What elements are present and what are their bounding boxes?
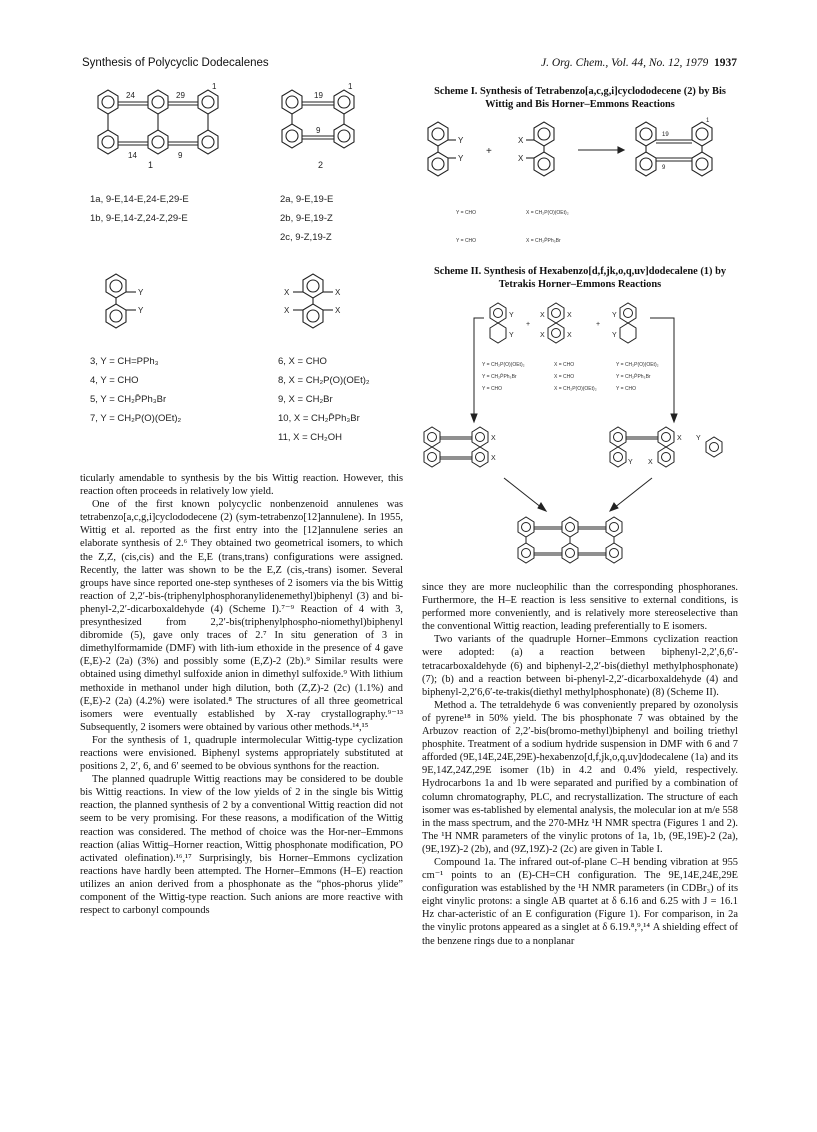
list-item: 6, X = CHO <box>278 356 327 367</box>
page-number: 1937 <box>714 57 737 69</box>
paragraph: Compound 1a. The infrared out-of-plane C–H bending vibration at 955 cm⁻¹ points to an (E)-CH=CH configuration. The 9E,14E,24E,29E configuration was established by the ¹H NMR parameters (in CDBr₃) of its eight vinylic protons: a single AB quartet at δ 6.16 and 6.25 with J = 16.1 Hz char-acteristic of an E configuration (Figure 1). For comparison, in 2a the vinylic protons appeared as a singlet at δ 6.19.⁸,⁹,¹⁴ A shielding effect of the benzene rings due to a nonplanar <box>422 856 738 947</box>
list-item: 3, Y = CH=PPh₃ <box>90 356 159 367</box>
pos-label-19: 19 <box>314 91 323 100</box>
subst-x: X <box>540 312 545 319</box>
compound-2-label: 2 <box>318 160 324 170</box>
subst-x: X <box>491 455 496 462</box>
list-item: 7, Y = CH₂P(O)(OEt)₂ <box>90 413 182 424</box>
list-item: 11, X = CH₂OH <box>278 432 342 443</box>
paragraph: Two variants of the quadruple Horner–Emmons cyclization reaction were adopted: (a) a reaction between biphenyl-2,2′,6,6′-tetracarboxaldehyde (6) and biphenyl-2,2′-bis(diethyl methylphosphonate) (7); (b) and a reaction between bi-phenyl-2,2′-dicarboxaldehyde (4) and biphenyl-2,2′6,6′-te-trakis(diethyl methylphosphonate) (8) (Scheme II). <box>422 634 738 698</box>
subst-y: Y <box>612 332 617 339</box>
subst-y: Y <box>509 312 514 319</box>
subst-y: Y <box>612 312 617 319</box>
list-item: 5, Y = CH₂P̄Ph₃Br <box>90 394 167 405</box>
compound-1-structure <box>84 82 234 174</box>
paragraph: One of the first known polycyclic nonbenzenoid annulenes was tetrabenzo[a,c,g,i]cyclododecene (2) (sym-tetrabenzo[12]annulene). In 1955, Wittig et al. reported as the first entry into the [12]annulene series an elaborate synthesis of 2.⁶ They obtained two geometrical isomers, to which the Z,Z, (cis,cis) and the E,E (trans,trans) configurations were assigned. Recently, the latter was shown to be the E,Z (cis,-trans) isomer. Several groups have since reported one-step syntheses of 2 isomers via the bis Wittig reaction of 2,2′-bis-(triphenylphosphoranylidenemethyl)biphenyl (3) and bi-phenyl-2,2′-dicarboxaldehyde (4) (Scheme I).⁷⁻⁹ Reaction of 4 with 3, presynthesized from 2,2′-bis(triphenylphospho-niomethyl)biphenyl dibromide (5), gave only traces of 2.⁷ In situ generation of 3 in dimethylformamide (DMF) with lith-ium ethoxide in the presence of 4 gave (E,E)-2 (2a) (3%) and possibly some (E,Z)-2 (2b).⁹ Similar results were obtained using dimethyl sulfoxide anion in dimethyl sulfoxide.⁹ With lithium methoxide in methanol under high dilution, both (Z,Z)-2 (2c) (1.1%) and (E,E)-2 (2a) (4.2%) were isolated.⁸ The structures of all three geometrical isomers were eventually established by X-ray crystallography.⁹⁻¹³ Subsequently, 2 isomers were obtained by various other methods.¹⁴,¹⁵ <box>80 499 403 733</box>
compound-1-label: 1 <box>148 160 154 170</box>
subst-x: X <box>284 306 290 315</box>
scheme-1-cond-1: Y = CHO <box>456 210 477 216</box>
plus-sign: + <box>526 321 531 328</box>
paragraph: since they are more nucleophilic than the corresponding phosphoranes. Furthermore, the H–E reaction is less sensitive to external conditions, is performed more conveniently, and is relatively more stereoselective than the conventional Wittig reaction, leading preferentially to E isomers. <box>422 582 738 633</box>
list-item: 1a, 9-E,14-E,24-E,29-E <box>90 194 189 205</box>
paragraph: The planned quadruple Wittig reactions may be considered to be double bis Wittig reactions. In view of the low yields of 2 in the single bis Wittig reaction, the planned synthesis of 2 by a conventional Wittig reaction did not seem to be very promising. For these reasons, a modification of the Wittig reaction was considered. The method of choice was the Hor-ner–Emmons reaction (alias Wittig–Horner reaction, Wittig phosphonate modification, PO activated olefination).¹⁶,¹⁷ Surprisingly, bis Horner–Emmons cyclization reactions have hardly been attempted. The Horner–Emmons (H–E) reaction utilizes an anion derived from a phosphonate as the “phos-phorus ylide” component of the Wittig-type reaction. Such anions are more reactive with respect to carbonyl compounds <box>80 774 403 917</box>
cond: Y = CH₂P̄Ph₃Br <box>616 374 651 380</box>
biphenyl-x-structure <box>268 272 358 334</box>
running-header-left: Synthesis of Polycyclic Dodecalenes <box>82 57 269 69</box>
substituent-list-y <box>90 352 181 428</box>
list-item: 8, X = CH₂P(O)(OEt)₂ <box>278 375 370 386</box>
subst-x: X <box>518 136 524 145</box>
cond: Y = CH₂P̄Ph₃Br <box>482 374 517 380</box>
pos-label-1: 1 <box>212 82 217 91</box>
scheme-1-cond-3: Y = CHO <box>456 238 477 244</box>
journal-citation: J. Org. Chem., Vol. 44, No. 12, 1979 <box>540 57 709 69</box>
plus-sign: + <box>486 146 492 157</box>
scheme-1-cond-4: X = CH₂P̄Ph₃Br <box>526 238 561 244</box>
paragraph: ticularly amendable to synthesis by the bis Wittig reaction. However, this reaction often proceeds in relatively low yield. <box>80 473 403 498</box>
subst-y-top: Y <box>138 288 144 297</box>
scheme-2-figure <box>414 298 744 570</box>
pos-label-9b: 9 <box>316 126 321 135</box>
cond: Y = CH₂P(O)(OEt)₂ <box>482 362 525 368</box>
running-header-right <box>541 57 737 69</box>
list-item: 2c, 9-Z,19-Z <box>280 232 332 243</box>
cond: Y = CHO <box>616 386 637 392</box>
right-column-text <box>422 581 738 948</box>
pos-label-14: 14 <box>128 151 137 160</box>
list-item: 4, Y = CHO <box>90 375 139 386</box>
subst-y: Y <box>509 332 514 339</box>
pos-label-19: 19 <box>662 132 669 138</box>
pos-label-9: 9 <box>662 165 666 171</box>
list-item: 9, X = CH₂Br <box>278 394 333 405</box>
cond: X = CHO <box>554 374 575 380</box>
subst-x: X <box>567 332 572 339</box>
scheme-1-figure <box>422 114 738 186</box>
subst-x: X <box>540 332 545 339</box>
list-item: 1b, 9-E,14-Z,24-Z,29-E <box>90 213 188 224</box>
cond: X = CHO <box>554 362 575 368</box>
pos-label-1: 1 <box>706 118 710 124</box>
paragraph: For the synthesis of 1, quadruple intermolecular Wittig-type cyclization reactions were envisioned. Biphenyl systems appropriately substituted at positions 2, 2′, 6, and 6′ seemed to be obvious synthons for the reaction. <box>80 734 403 773</box>
isomer-list-1 <box>90 190 189 228</box>
subst-x: X <box>677 435 682 442</box>
subst-x: X <box>518 154 524 163</box>
paragraph: Method a. The tetraldehyde 6 was conveniently prepared by ozonolysis of pyrene¹⁸ in 50% yield. The bis phosphonate 7 was obtained by the Arbuzov reaction of 2,2′-bis(bromo-methyl)biphenyl and boiling triethyl phosphite. Treatment of a sodium hydride suspension in DMF with 6 and 7 afforded (9E,14E,24E,29E)-hexabenzo[d,f,jk,o,q,uv]dodecalene (1a) and its 9E,14Z,24Z,29E isomer (1b) in 4.2 and 0.4% yield, respectively. Hydrocarbons 1a and 1b were separated and purified by a combination of column chromatography, PLC, and recrystallization. The structure of each isomer was es-tablished by elemental analysis, the molecular ion at m/e 558 in the mass spectrum, and the 270-MHz ¹H NMR spectra (Figures 1 and 2). The ¹H NMR parameters of the vinylic protons of 1a, 1b, (9E,19E)-2 (2a), (9E,19Z)-2 (2b), and (9Z,19Z)-2 (2c) are given in Table I. <box>422 699 738 855</box>
subst-x: X <box>648 459 653 466</box>
subst-y: Y <box>458 136 464 145</box>
subst-x: X <box>335 306 341 315</box>
pos-label-1b: 1 <box>348 82 353 91</box>
subst-x: X <box>284 288 290 297</box>
subst-y: Y <box>696 435 701 442</box>
cond: Y = CH₂P(O)(OEt)₂ <box>616 362 659 368</box>
cond: Y = CHO <box>482 386 503 392</box>
scheme-1-cond-2: X = CH₂P(O)(OEt)₂ <box>526 210 569 216</box>
compound-2-structure <box>272 82 372 162</box>
subst-x: X <box>567 312 572 319</box>
scheme-2-caption: Scheme II. Synthesis of Hexabenzo[d,f,jk,o,q,uv]dodecalene (1) by Tetrakis Horner–Emmons Reactions <box>433 266 727 290</box>
scheme-1-caption: Scheme I. Synthesis of Tetrabenzo[a,c,g,i]cyclododecene (2) by Bis Wittig and Bis Horner–Emmons Reactions <box>434 86 726 110</box>
biphenyl-y-structure <box>96 272 166 334</box>
list-item: 2b, 9-E,19-Z <box>280 213 333 224</box>
pos-label-9: 9 <box>178 151 183 160</box>
isomer-list-2 <box>280 190 333 247</box>
pos-label-24: 24 <box>126 91 135 100</box>
substituent-list-x <box>278 352 370 447</box>
cond: X = CH₂P(O)(OEt)₂ <box>554 386 597 392</box>
left-column-text <box>80 472 403 917</box>
list-item: 2a, 9-E,19-E <box>280 194 334 205</box>
pos-label-29: 29 <box>176 91 185 100</box>
subst-y: Y <box>458 154 464 163</box>
subst-y: Y <box>628 459 633 466</box>
subst-y-bottom: Y <box>138 306 144 315</box>
subst-x: X <box>335 288 341 297</box>
list-item: 10, X = CH₂P̄Ph₃Br <box>278 413 360 424</box>
plus-sign: + <box>596 321 601 328</box>
subst-x: X <box>491 435 496 442</box>
